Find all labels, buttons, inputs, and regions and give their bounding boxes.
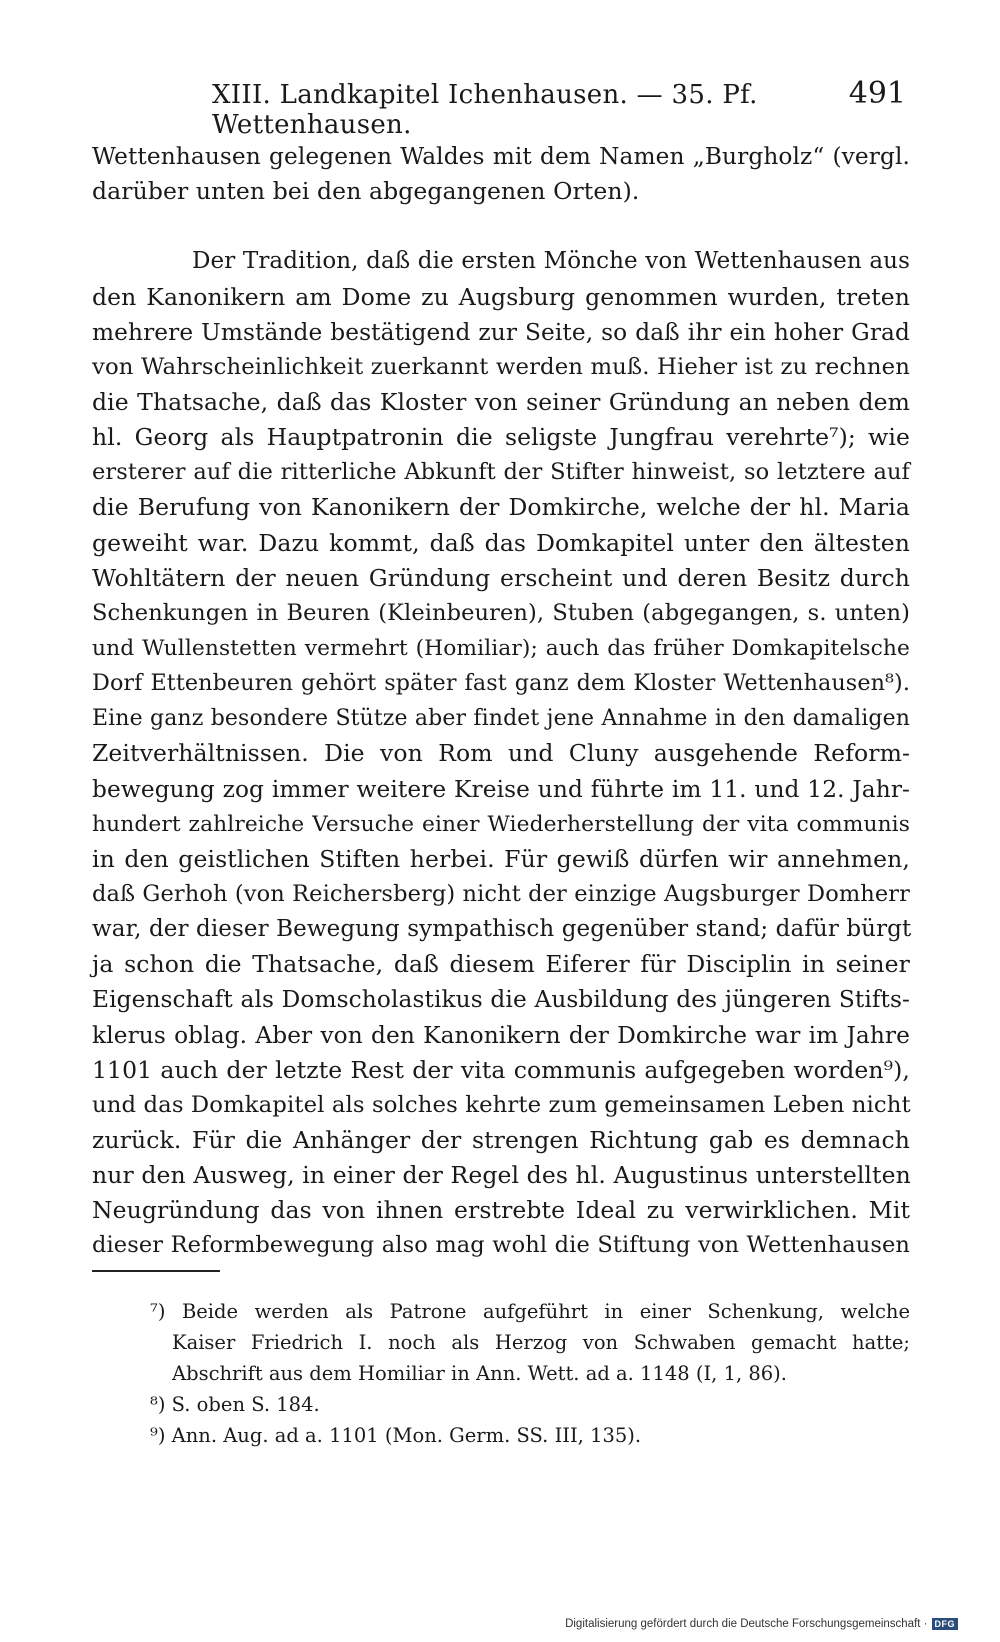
dfg-logo-icon: DFG [932,1618,959,1630]
text-line: Eigenschaft als Domscholastikus die Ausbildung des jüngeren Stifts- [92,986,910,1014]
footnote-9: ⁹) Ann. Aug. ad a. 1101 (Mon. Germ. SS. III, 135). [150,1424,642,1447]
text-line: Eine ganz besondere Stütze aber findet jene Annahme in den damaligen [92,706,910,732]
text-line: von Wahrscheinlichkeit zuerkannt werden muß. Hieher ist zu rechnen [92,353,910,380]
text-line: Neugründung das von ihnen erstrebte Ideal zu verwirklichen. Mit [92,1196,910,1225]
text-line: Schenkungen in Beuren (Kleinbeuren), Stuben (abgegangen, s. unten) [92,599,910,626]
text-line: geweiht war. Dazu kommt, daß das Domkapitel unter den ältesten [92,528,910,557]
text-line: die Berufung von Kanonikern der Domkirche, welche der hl. Maria [92,493,910,522]
text-line: in den geistlichen Stiften herbei. Für gewiß dürfen wir annehmen, [92,844,910,873]
text-line: Zeitverhältnissen. Die von Rom und Cluny ausgehende Reform- [92,739,910,768]
main-text [92,139,910,1264]
text-line: mehrere Umstände bestätigend zur Seite, so daß ihr ein hoher Grad [92,318,910,346]
text-line: ersterer auf die ritterliche Abkunft der Stifter hinweist, so letztere auf [92,459,910,486]
footnotes [150,1296,910,1451]
running-title: XIII. Landkapitel Ichenhausen. — 35. Pf. Wettenhausen. [212,80,758,140]
footnote-7-continued: Kaiser Friedrich I. noch als Herzog von Schwaben gemacht hatte; [172,1331,910,1354]
text-line: nur den Ausweg, in einer der Regel des hl. Augustinus unterstellten [92,1161,911,1190]
text-line: Wohltätern der neuen Gründung erscheint und deren Besitz durch [92,563,910,592]
text-line: bewegung zog immer weitere Kreise und führte im 11. und 12. Jahr- [92,775,910,803]
text-line: zurück. Für die Anhänger der strengen Richtung gab es demnach [92,1125,910,1154]
text-line: darüber unten bei den abgegangenen Orten). [92,177,640,206]
text-line: klerus oblag. Aber von den Kanonikern der Domkirche war im Jahre [92,1021,910,1049]
text-line: die Thatsache, daß das Kloster von seiner Gründung an neben dem [92,387,910,416]
footnote-8: ⁸) S. oben S. 184. [150,1393,320,1416]
text-line: war, der dieser Bewegung sympathisch gegenüber stand; dafür bürgt [92,916,912,943]
paragraph-gap [92,209,910,244]
page-number: 491 [848,76,906,111]
text-line: 1101 auch der letzte Rest der vita communis aufgegeben worden⁹), [92,1055,910,1084]
footnote-7-continued: Abschrift aus dem Homiliar in Ann. Wett. ad a. 1148 (I, 1, 86). [172,1362,787,1385]
credit-text: Digitalisierung gefördert durch die Deutsche Forschungsgemeinschaft · [565,1618,928,1630]
text-line: dieser Reformbewegung also mag wohl die Stiftung von Wettenhausen [92,1232,910,1259]
footnote-7: ⁷) Beide werden als Patrone aufgeführt in einer Schenkung, welche [150,1300,910,1323]
text-line: hl. Georg als Hauptpatronin die seligste Jungfrau verehrte⁷); wie [92,423,910,452]
page-header [92,76,910,140]
text-line: und das Domkapitel als solches kehrte zum gemeinsamen Leben nicht [92,1091,911,1118]
text-line: Der Tradition, daß die ersten Mönche von Wettenhausen aus [192,248,910,275]
text-line: Dorf Ettenbeuren gehört später fast ganz dem Kloster Wettenhausen⁸). [92,670,910,697]
text-line: und Wullenstetten vermehrt (Homiliar); auch das früher Domkapitelsche [92,635,910,661]
footnote-separator [92,1270,220,1272]
digitization-credit [565,1618,958,1630]
text-line: Wettenhausen gelegenen Waldes mit dem Namen „Burgholz“ (vergl. [92,143,910,170]
text-line: ja schon die Thatsache, daß diesem Eiferer für Disciplin in seiner [92,950,910,979]
text-line: daß Gerhoh (von Reichersberg) nicht der einzige Augsburger Domherr [92,880,910,907]
text-line: den Kanonikern am Dome zu Augsburg genommen wurden, treten [92,282,910,311]
text-line: hundert zahlreiche Versuche einer Wiederherstellung der vita communis [92,811,910,837]
